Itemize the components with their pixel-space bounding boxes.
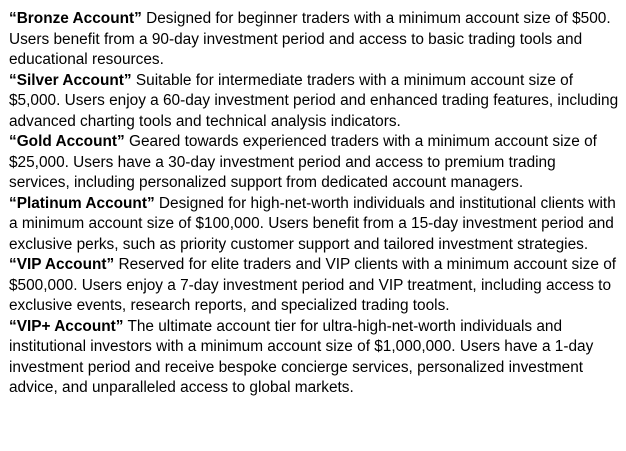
account-tiers-document (9, 9, 619, 399)
platinum-account-paragraph (9, 194, 619, 256)
vip-plus-account-paragraph (9, 317, 619, 399)
bronze-account-title: “Bronze Account” (9, 10, 142, 27)
vip-account-description: Reserved for elite traders and VIP clients with a minimum account size of $500,000. Users enjoy a 7-day investment period and VIP treatment, including access to exclusive events, research reports, and specialized trading tools. (9, 256, 617, 314)
silver-account-paragraph (9, 71, 619, 133)
bronze-account-paragraph (9, 9, 619, 71)
vip-account-paragraph (9, 255, 619, 317)
vip-plus-account-title: “VIP+ Account” (9, 317, 124, 335)
silver-account-description: Suitable for intermediate traders with a minimum account size of $5,000. Users enjoy a 60-day investment period and enhanced trading features, including advanced charting tools and technical analysis indicators. (9, 71, 619, 130)
gold-account-title: “Gold Account” (9, 133, 125, 150)
vip-plus-account-description: The ultimate account tier for ultra-high-net-worth individuals and institutional investors with a minimum account size of $1,000,000. Users have a 1-day investment period and receive bespoke concierge services, personalized investment advice, and unparalleled access to global markets. (9, 317, 594, 396)
silver-account-title: “Silver Account” (9, 71, 132, 89)
gold-account-paragraph (9, 132, 619, 194)
bronze-account-description: Designed for beginner traders with a minimum account size of $500. Users benefit from a 90-day investment period and access to basic trading tools and educational resources. (9, 10, 611, 68)
gold-account-description: Geared towards experienced traders with a minimum account size of $25,000. Users have a 30-day investment period and access to premium trading services, including personalized support from dedicated account managers. (9, 133, 597, 191)
platinum-account-title: “Platinum Account” (9, 194, 155, 212)
vip-account-title: “VIP Account” (9, 256, 115, 273)
platinum-account-description: Designed for high-net-worth individuals and institutional clients with a minimum account size of $100,000. Users benefit from a 15-day investment period and exclusive perks, such as priority customer support and tailored investment strategies. (9, 194, 616, 253)
